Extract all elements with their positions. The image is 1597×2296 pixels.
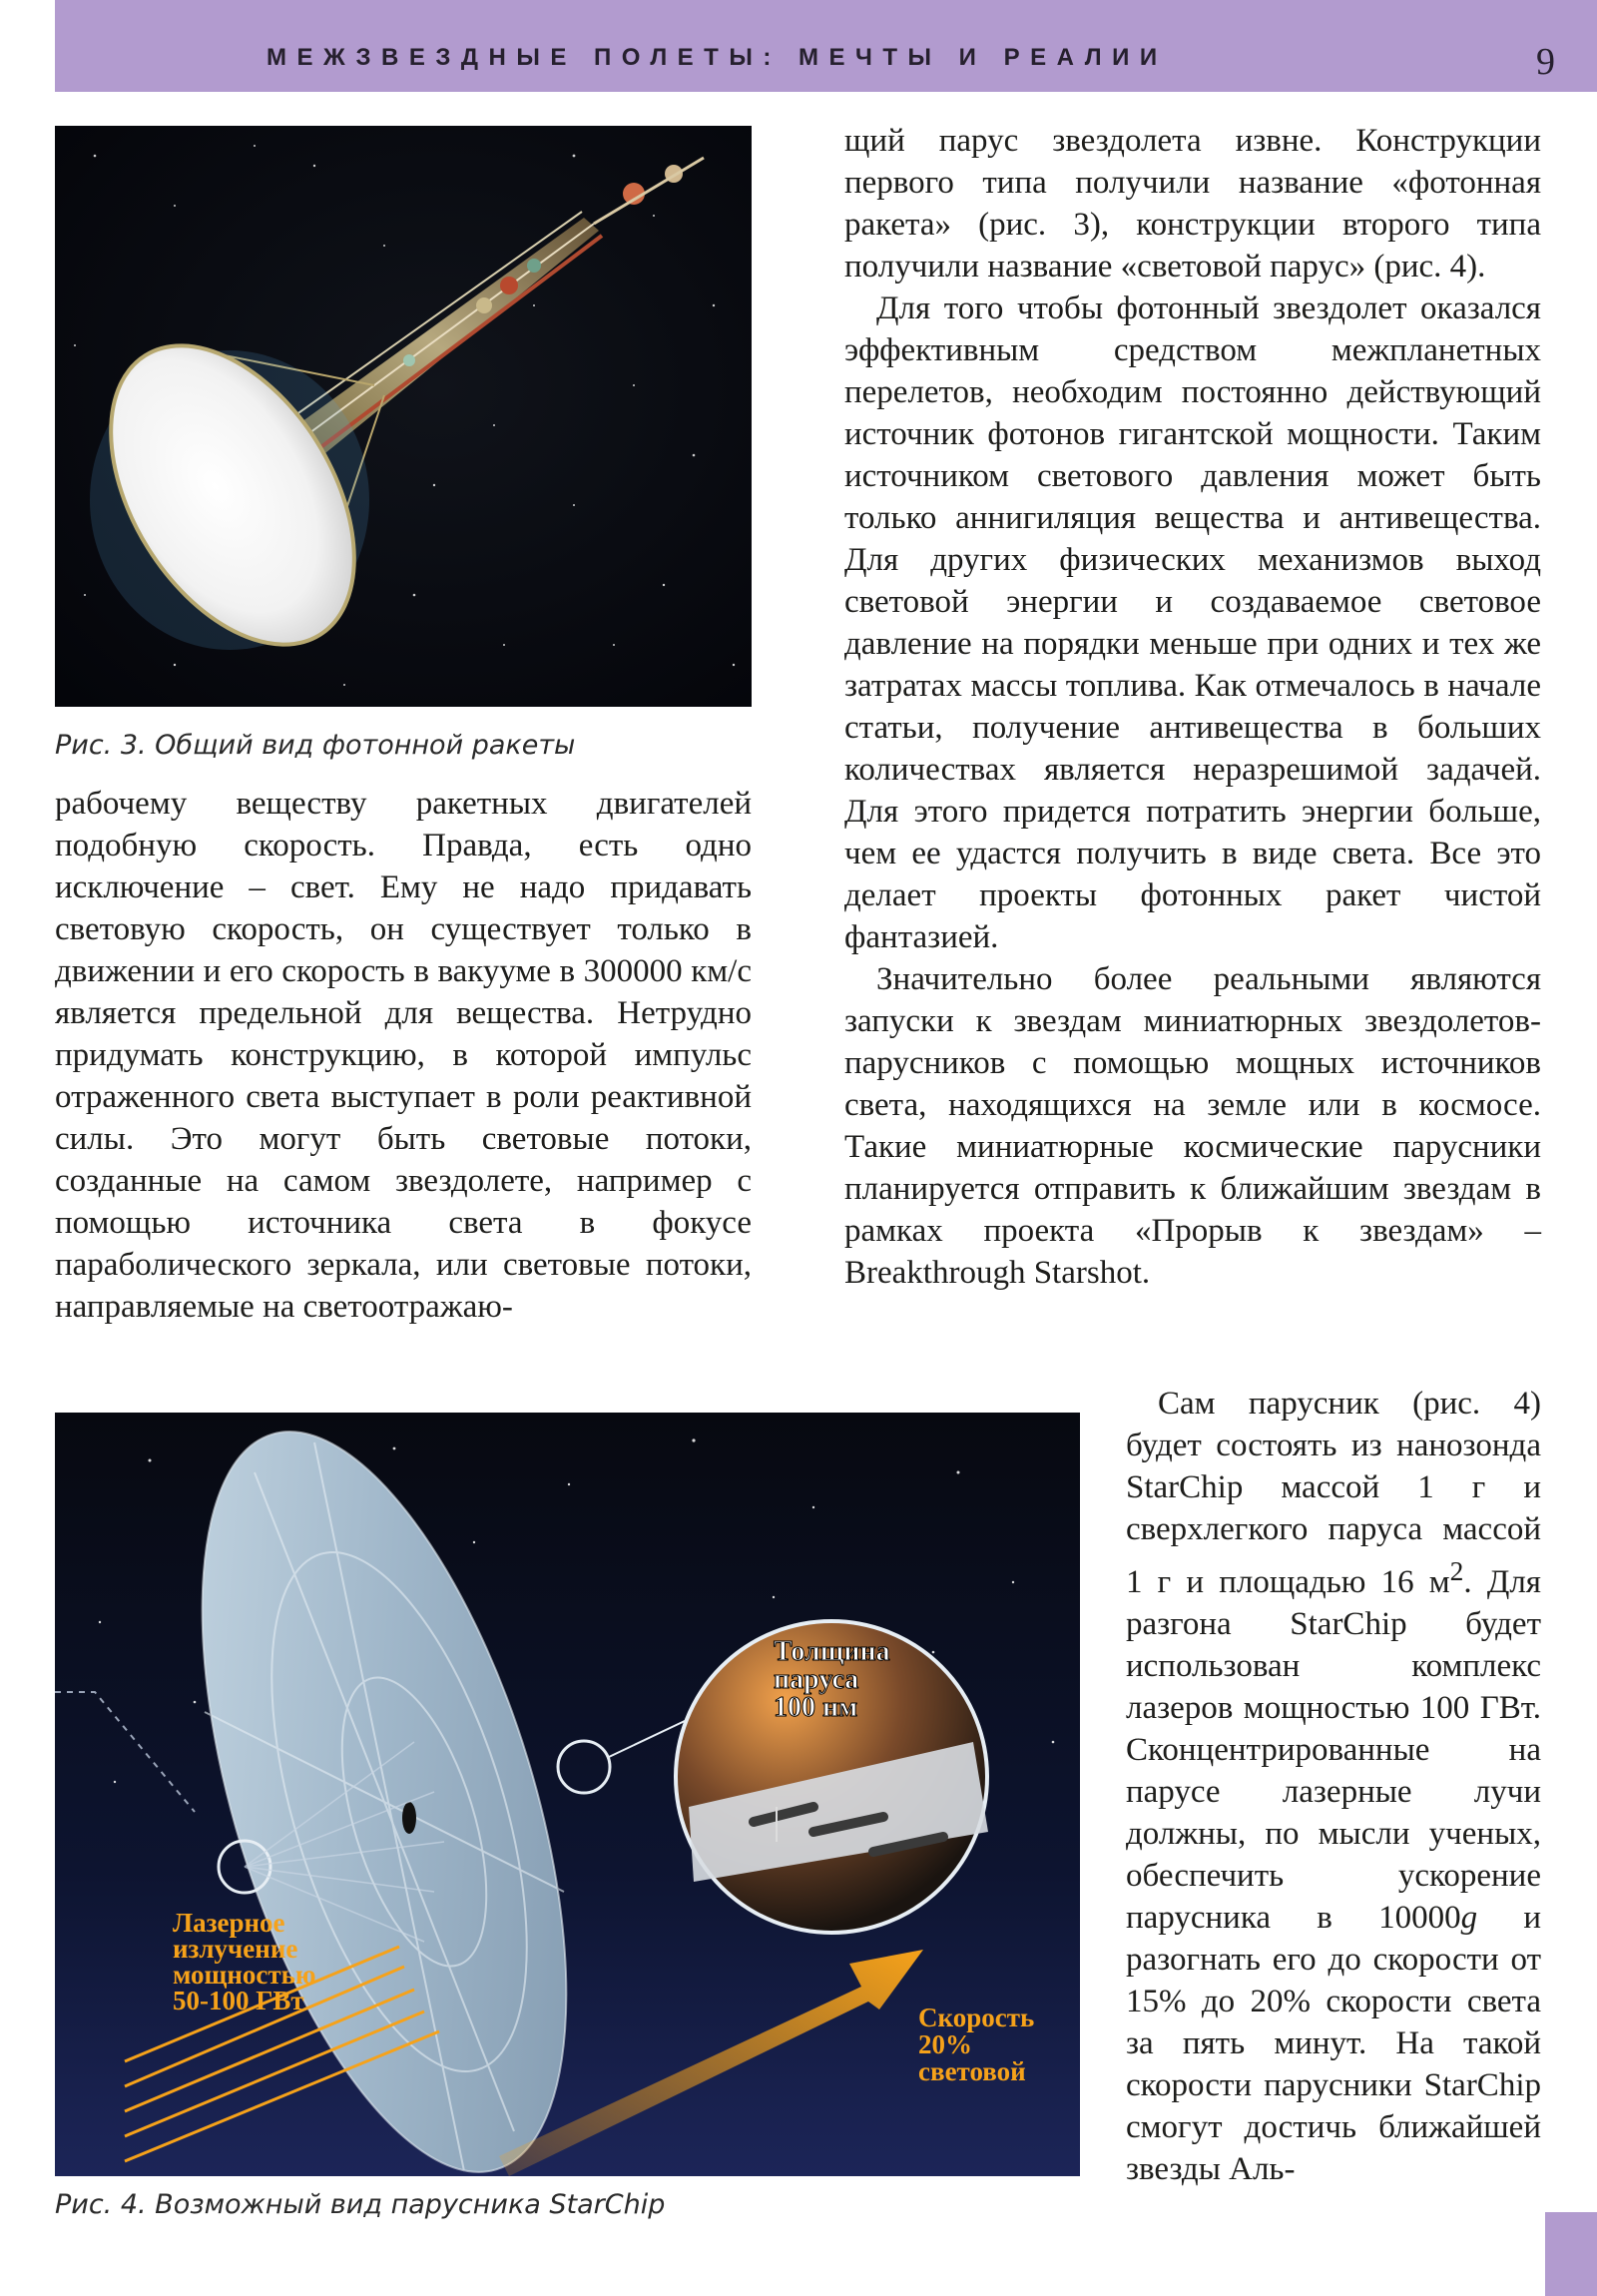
text-column-right: [844, 120, 1541, 1294]
paragraph-bottom-part-b: . Для разгона StarChip будет использован комплекс лазеров мощностью 100 ГВт. Сконцентрированные на парусе лазерные лучи должны, по мысли ученых, обеспечить ускорение парусника в 10000: [1126, 1564, 1541, 1936]
paragraph-bottom: [1126, 1383, 1541, 2190]
label-laser-4: 50-100 ГВт: [173, 1986, 304, 2015]
paragraph-left: рабочему веществу ракетных двигателей подобную скорость. Правда, есть одно исключение – свет. Ему не надо придавать световую скорость, он существует только в движении и его скорость в вакууме в 300000 км/с является предельной для вещества. Нетрудно придумать конструкцию, в которой импульс отраженного света выступает в роли реактивной силы. Это могут быть световые потоки, созданные на самом звездолете, например с помощью источника света в фокусе параболического зеркала, или световые потоки, направляемые на светоотражаю-: [55, 786, 752, 1325]
label-thickness-3: 100 нм: [774, 1692, 858, 1723]
page-number: 9: [1536, 41, 1555, 83]
label-speed-3: световой: [918, 2056, 1026, 2086]
paragraph-right-3: Значительно более реальными являются запуски к звездам миниатюрных звездолетов-парусников с помощью мощных источников света, находящихся на земле или в космосе. Такие миниатюрные космические парусники планируется отправить к ближайшим звездам в рамках проекта «Прорыв к звездам» – Breakthrough Starshot.: [844, 961, 1541, 1291]
header-title: МЕЖЗВЕЗДНЫЕ ПОЛЕТЫ: МЕЧТЫ И РЕАЛИИ: [266, 44, 1168, 71]
paragraph-right-2: Для того чтобы фотонный звездолет оказался эффективным средством межпланетных перелетов, необходим постоянно действующий источник фотонов гигантской мощности. Таким источником светового давления может быть только аннигиляция вещества и антивещества. Для других физических механизмов выход световой энергии и создаваемое световое давление на порядки меньше при одних и тех же затратах массы топлива. Как отмечалось в начале статьи, получение антивещества в больших количествах является неразрешимой задачей. Для этого придется потратить энергии больше, чем ее удастся получить в виде света. Все это делает проекты фотонных ракет чистой фантазией.: [844, 290, 1541, 955]
text-column-left: [55, 783, 752, 1328]
label-thickness-1: Толщина: [774, 1636, 890, 1667]
photon-rocket-illustration: [55, 126, 752, 707]
figure-4-caption: Рис. 4. Возможный вид парусника StarChip: [55, 2189, 666, 2220]
gravity-symbol: g: [1460, 1900, 1478, 1936]
superscript-squared: 2: [1449, 1555, 1464, 1586]
figure-4-starchip-sail: [55, 1413, 1080, 2176]
text-column-bottom-right: [1126, 1383, 1541, 2190]
label-laser-3: мощностью: [173, 1960, 316, 1990]
paragraph-bottom-part-c: и разогнать его до скорости от 15% до 20% скорости света за пять минут. На такой скорости парусники StarChip смогут достичь ближайшей звезды Аль-: [1126, 1900, 1541, 2187]
figure-3-photon-rocket: [55, 126, 752, 707]
running-header: [55, 0, 1597, 92]
label-thickness-2: паруса: [774, 1664, 859, 1695]
page-corner-tab: [1545, 2212, 1597, 2296]
label-speed-2: 20%: [918, 2029, 972, 2059]
label-laser-1: Лазерное: [173, 1908, 285, 1938]
label-speed-1: Скорость: [918, 2003, 1035, 2032]
starchip-sail-illustration: [55, 1413, 1080, 2176]
figure-3-caption: Рис. 3. Общий вид фотонной ракеты: [55, 730, 576, 761]
label-laser-2: излучение: [173, 1934, 298, 1964]
paragraph-bottom-part-a: Сам парусник (рис. 4) будет состоять из нанозонда StarChip массой 1 г и сверхлегкого паруса массой 1 г и площадью 16 м: [1126, 1386, 1541, 1600]
paragraph-right-1: щий парус звездолета извне. Конструкции первого типа получили название «фотонная ракета» (рис. 3), конструкции второго типа получили название «световой парус» (рис. 4).: [844, 123, 1541, 285]
